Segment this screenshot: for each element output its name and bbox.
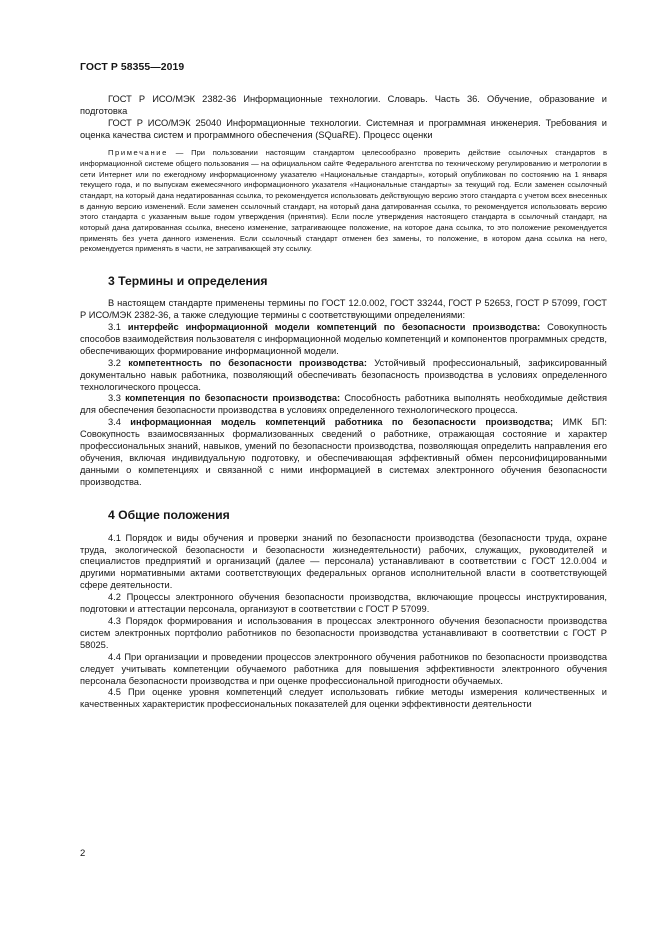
term-definition: Совокупность способов взаимодействия пользователя с информационной моделью компетенций и компонентов программных средств, обеспечивающих формирование информационной модели. xyxy=(80,321,607,356)
term-3-1 xyxy=(80,322,607,358)
section-3-intro: В настоящем стандарте применены термины по ГОСТ 12.0.002, ГОСТ 33244, ГОСТ Р 52653, ГОСТ Р 57099, ГОСТ Р ИСО/МЭК 2382-36, а также следующие термины с соответствующими определениями: xyxy=(80,298,607,321)
clause-4-4: 4.4 При организации и проведении процессов электронного обучения работников по безопасности производства следует учитывать компетенции обучаемого работника для повышения эффективности электронного обучения персонала безопасности производства и при оценке профессиональной пригодности обучаемых. xyxy=(80,651,607,686)
term-3-4 xyxy=(80,417,607,488)
reference-item: ГОСТ Р ИСО/МЭК 25040 Информационные технологии. Системная и программная инженерия. Требования и оценка качества систем и программного обеспечения (SQuaRE). Процесс оценки xyxy=(80,118,607,141)
note-dash: — xyxy=(167,148,192,158)
clause-4-2: 4.2 Процессы электронного обучения безопасности производства, включающие процессы инструктирования, подготовки и аттестации персонала, организуют в соответствии с ГОСТ Р 57099. xyxy=(80,592,607,615)
clause-4-5: 4.5 При оценке уровня компетенций следует использовать гибкие методы измерения количественных и качественных характеристик профессиональных показателей для оценки эффективности деятельности xyxy=(80,687,607,710)
term-3-3 xyxy=(80,393,607,417)
reference-item: ГОСТ Р ИСО/МЭК 2382-36 Информационные технологии. Словарь. Часть 36. Обучение, образование и подготовка xyxy=(80,94,607,116)
term-name: интерфейс информационной модели компетенций по безопасности производства: xyxy=(127,321,541,332)
normative-references-list xyxy=(80,94,607,142)
term-number: 3.2 xyxy=(108,357,129,368)
term-definition: Способность работника выполнять необходимые действия для обеспечения безопасности производства в условиях определенного технологического процесса. xyxy=(80,393,607,416)
page-number: 2 xyxy=(80,848,86,859)
term-definition: Устойчивый профессиональный, зафиксированный документально навык работника, позволяющий обеспечивать безопасность производства в условиях определенного технологического процесса. xyxy=(80,357,607,392)
note-label: Примечание xyxy=(108,148,168,158)
section-4-title: 4 Общие положения xyxy=(108,507,230,522)
term-name: компетенция по безопасности производства: xyxy=(125,393,341,404)
section-3-title: 3 Термины и определения xyxy=(108,274,268,289)
term-3-2 xyxy=(80,358,607,394)
clause-4-1: 4.1 Порядок и виды обучения и проверки знаний по безопасности производства (безопасности труда, охране труда, экологической безопасности и безопасности жизнедеятельности) рабочих, служащих, руководителей и специалистов предприятий и организаций (далее — персонала) устанавливают в соответствии с ГОСТ 12.0.004 и другими нормативными актами соответствующих федеральных органов исполнительной власти в соответствующей сфере деятельности. xyxy=(80,532,607,591)
clause-4-3: 4.3 Порядок формирования и использования в процессах электронного обучения безопасности производства систем электронных портфолио работников по безопасности производства устанавливают в соответствии с ГОСТ Р 58025. xyxy=(80,616,607,650)
term-name: компетентность по безопасности производства: xyxy=(128,357,367,368)
term-definition: ИМК БП: Совокупность взаимосвязанных формализованных сведений о работнике, отражающая состояние и характер профессиональных знаний, навыков, умений по безопасности производства, позволяющая определить направления его обучения, включая индивидуальную подготовку, и обеспечивающая эффективный обмен персонифицированными данными о компетенциях и связанной с ними информацией в системах электронного обучения безопасности производства. xyxy=(80,417,607,487)
term-name: информационная модель компетенций работника по безопасности производства; xyxy=(130,417,554,428)
document-header-number: ГОСТ Р 58355—2019 xyxy=(80,62,185,73)
note-block xyxy=(80,148,607,255)
term-number: 3.1 xyxy=(108,321,128,332)
page-content xyxy=(80,94,607,711)
term-number: 3.4 xyxy=(108,417,131,428)
term-number: 3.3 xyxy=(108,393,126,404)
note-text: При пользовании настоящим стандартом целесообразно проверить действие ссылочных стандартов в информационной системе общего пользования — на официальном сайте Федерального агентства по техническому регулированию и метрологии в сети Интернет или по ежегодному информационному указателю «Национальные стандарты», который опубликован по состоянию на 1 января текущего года, и по выпускам ежемесячного информационного указателя «Национальные стандарты» за текущий год. Если заменен ссылочный стандарт, на который дана недатированная ссылка, то рекомендуется использовать действующую версию этого стандарта с учетом всех внесенных в данную версию изменений. Если заменен ссылочный стандарт, на который дана датированная ссылка, то рекомендуется использовать версию этого стандарта с указанным выше годом утверждения (принятия). Если после утверждения настоящего стандарта в ссылочный стандарт, на который дана датированная ссылка, внесено изменение, затрагивающее положение, на которое дана ссылка, то это положение рекомендуется применять без учета данного изменения. Если ссылочный стандарт отменен без замены, то положение, в котором дана ссылка на него, рекомендуется применять в части, не затрагивающей эту ссылку. xyxy=(80,148,607,254)
